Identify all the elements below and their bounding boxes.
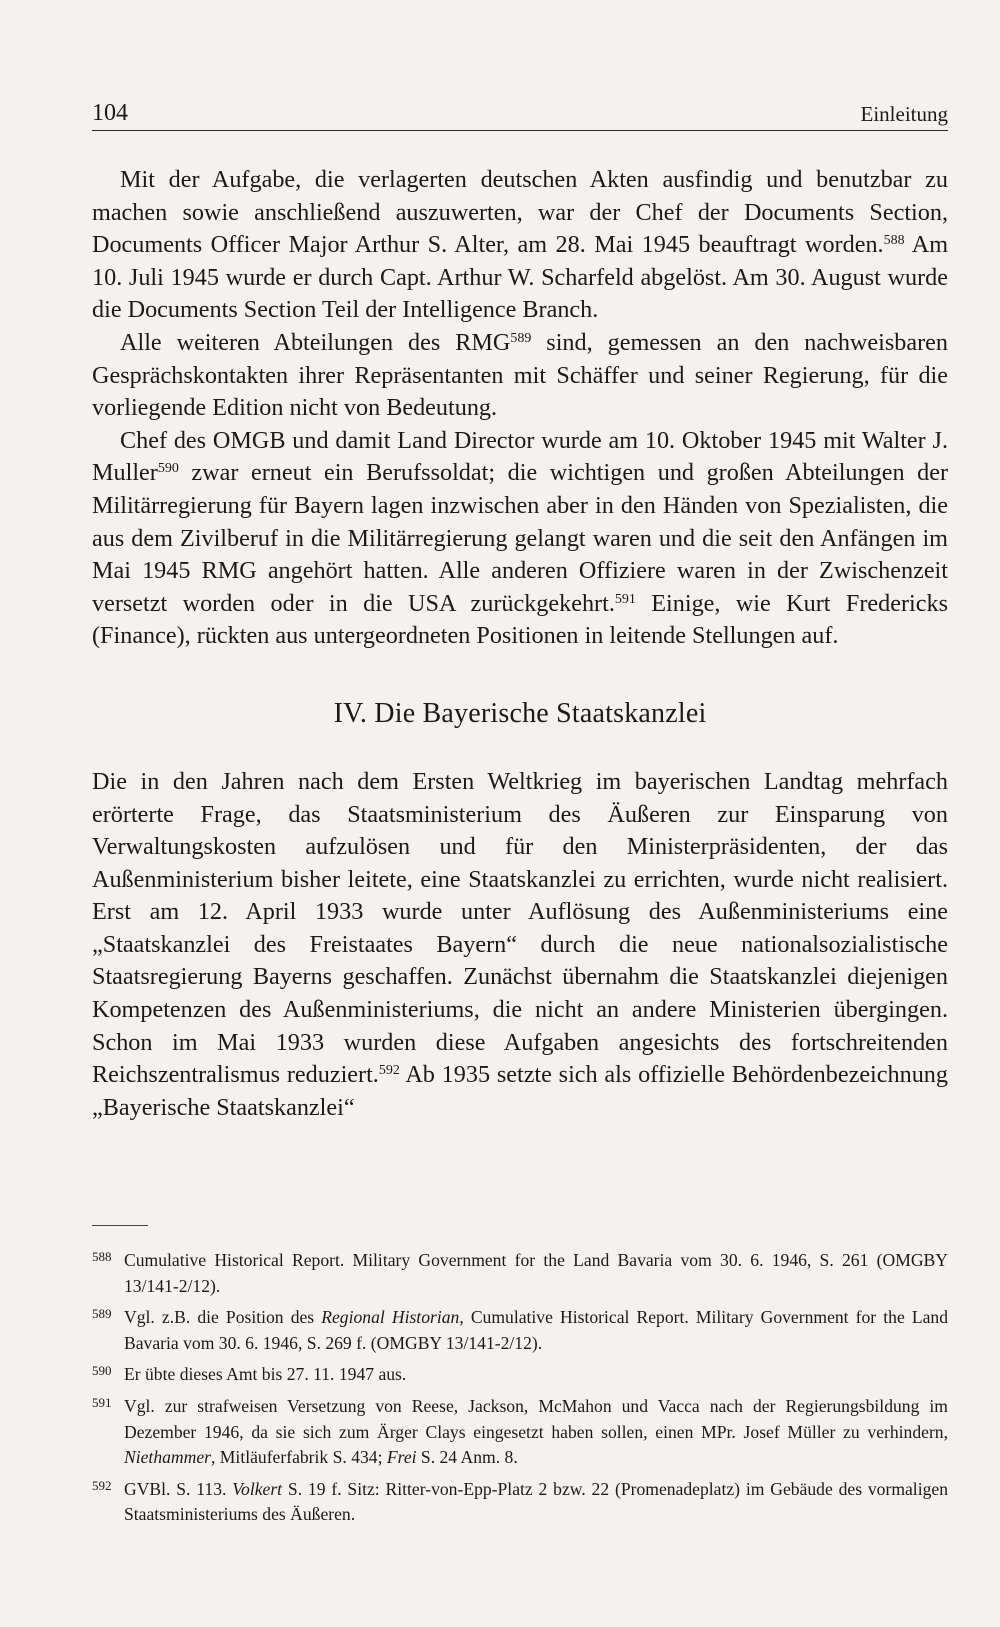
paragraph-text: Mit der Aufgabe, die verlagerten deutschen Akten ausfindig und benutzbar zu machen sowie anschließend auszuwerten, war der Chef der Documents Section, Documents Officer Major Arthur S. Alter, am 28. Mai 1945 beauftragt worden. xyxy=(92,166,948,259)
footnote-text: , Mitläuferfabrik S. 434; xyxy=(210,1447,387,1468)
footnote-text: Er übte dieses Amt bis 27. 11. 1947 aus. xyxy=(124,1364,407,1385)
footnote-number: 590 xyxy=(92,1363,112,1379)
paragraph-text: Am 10. Juli 1945 wurde er durch Capt. Arthur W. Scharfeld abgelöst. Am 30. August wurde die Documents Section Teil der Intelligence Branch. xyxy=(92,231,949,324)
paragraph-text: zwar erneut ein Berufssoldat; die wichtigen und großen Abteilungen der Militärregierung für Bayern lagen inzwischen aber in den Händen von Spezialisten, die aus dem Zivilberuf in die Militärregierung gelangt waren und die seit den Anfängen im Mai 1945 RMG angehört hatten. Alle anderen Offiziere waren in der Zwischenzeit versetzt worden oder in die USA zurückgekehrt. xyxy=(92,459,948,617)
footnote-text: GVBl. S. 113. xyxy=(124,1478,233,1499)
footnote-text: Cumulative Historical Report. Military Government for the Land Bavaria vom 30. 6. 1946, S. 261 (OMGBY 13/141-2/12). xyxy=(124,1250,948,1296)
footnote-text: S. 19 f. Sitz: Ritter-von-Epp-Platz 2 bzw. 22 (Promenadeplatz) im Gebäude des vormaligen Staatsministeriums des Äußeren. xyxy=(124,1478,948,1525)
footnote-italic: Frei xyxy=(386,1447,417,1468)
paragraph-text: Die in den Jahren nach dem Ersten Weltkrieg im bayerischen Landtag mehrfach erörterte Frage, das Staatsministerium des Äußeren zur Einsparung von Verwaltungskosten aufzulösen und für den Ministerpräsidenten, der das Außenministerium bisher leitete, eine Staatskanzlei zu errichten, wurde nicht realisiert. Erst am 12. April 1933 wurde unter Auflösung des Außenministeriums eine „Staatskanzlei des Freistaates Bayern“ durch die neue nationalsozialistische Staatsregierung Bayerns geschaffen. Zunächst übernahm die Staatskanzlei diejenigen Kompetenzen des Außenministeriums, die nicht an andere Ministerien übergingen. Schon im Mai 1933 wurden diese Aufgaben angesichts des fortschreitenden Reichszentralismus reduziert. xyxy=(92,767,948,1089)
paragraph-text: Chef des OMGB und damit Land Director wurde am 10. Oktober 1945 mit Walter J. Muller xyxy=(92,426,948,487)
paragraph xyxy=(92,766,948,1125)
footnote xyxy=(92,1394,948,1471)
footnotes xyxy=(92,1248,948,1534)
page-header xyxy=(92,96,948,131)
footnote xyxy=(92,1248,948,1299)
running-head: Einleitung xyxy=(860,102,948,126)
paragraph-text: Einige, wie Kurt Fredericks (Finance), rückten aus untergeordneten Positionen in leitende Stellungen auf. xyxy=(92,589,948,650)
paragraph xyxy=(92,425,948,653)
footnote-text: Vgl. z.B. die Position des xyxy=(124,1307,322,1328)
footnote-reference: 589 xyxy=(510,330,532,346)
footnote-number: 591 xyxy=(92,1394,112,1410)
footnote xyxy=(92,1305,948,1356)
footnote xyxy=(92,1362,948,1388)
footnote-separator xyxy=(92,1225,148,1226)
main-text xyxy=(92,164,948,1124)
footnote xyxy=(92,1477,948,1528)
footnote-reference: 590 xyxy=(157,461,179,477)
footnote-text: S. 24 Anm. 8. xyxy=(416,1447,518,1468)
footnote-reference: 592 xyxy=(378,1063,400,1079)
paragraph-text: Alle weiteren Abteilungen des RMG xyxy=(120,328,511,356)
footnote-text: , Cumulative Historical Report. Military Government for the Land Bavaria vom 30. 6. 1946, S. 269 f. (OMGBY 13/141-2/12). xyxy=(124,1307,949,1353)
section-heading: IV. Die Bayerische Staatskanzlei xyxy=(333,697,707,729)
paragraph xyxy=(92,164,948,327)
footnote-italic: Regional Historian xyxy=(321,1307,460,1328)
page-number: 104 xyxy=(92,100,128,126)
footnote-number: 592 xyxy=(92,1477,112,1493)
paragraph xyxy=(92,327,948,425)
footnote-reference: 588 xyxy=(883,233,905,249)
footnote-italic: Niethammer xyxy=(124,1447,211,1468)
footnote-reference: 591 xyxy=(614,591,636,607)
paragraph-text: sind, gemessen an den nachweisbaren Gesprächskontakten ihrer Repräsentanten mit Schäffer und seiner Regierung, für die vorliegende Edition nicht von Bedeutung. xyxy=(92,328,948,422)
footnote-italic: Volkert xyxy=(232,1478,283,1499)
footnote-number: 588 xyxy=(92,1249,112,1264)
footnote-number: 589 xyxy=(92,1306,112,1322)
paragraph-text: Ab 1935 setzte sich als offizielle Behördenbezeichnung „Bayerische Staatskanzlei“ xyxy=(92,1061,948,1121)
footnote-text: Vgl. zur strafweisen Versetzung von Reese, Jackson, McMahon und Vacca nach der Regierungsbildung im Dezember 1946, da sie sich zum Ärger Clays eingesetzt haben sollen, einen MPr. Josef Müller zu verhindern, xyxy=(124,1395,948,1442)
